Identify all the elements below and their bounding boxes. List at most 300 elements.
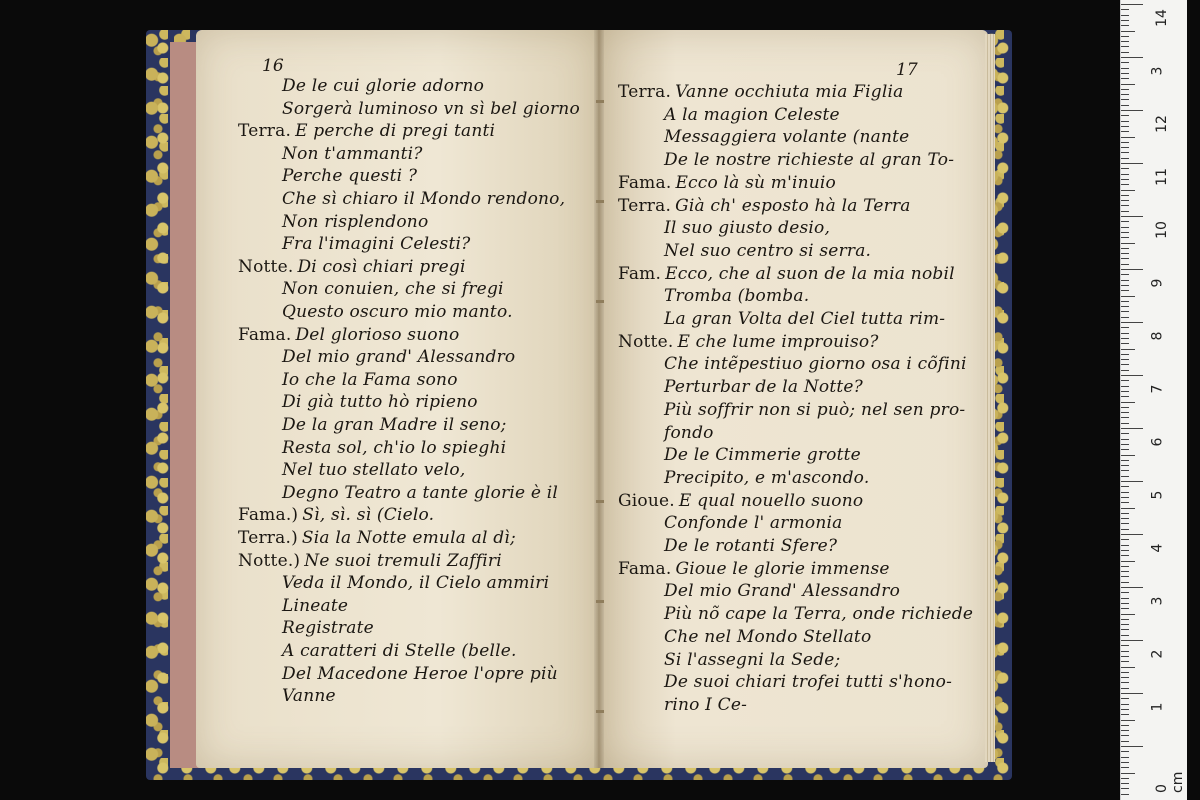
ruler-tick — [1121, 492, 1129, 493]
verse-text: Del mio Grand' Alessandro — [664, 581, 901, 602]
ruler-number: 12 — [1153, 115, 1170, 133]
text-line — [664, 445, 861, 465]
verse-text: De le cui glorie adorno — [282, 76, 485, 96]
text-line — [282, 596, 348, 616]
text-line — [664, 536, 837, 556]
ruler-tick — [1121, 200, 1129, 201]
ruler-tick — [1121, 624, 1129, 625]
verse-text: Lineate — [282, 595, 349, 616]
text-line — [664, 695, 747, 715]
ruler-tick — [1121, 704, 1129, 705]
ruler-number: 14 — [1153, 9, 1170, 27]
ruler-tick — [1121, 115, 1129, 116]
ruler-tick — [1121, 693, 1143, 694]
right-page — [598, 30, 988, 768]
ruler-tick — [1121, 89, 1129, 90]
verse-text: fondo — [664, 422, 714, 443]
ruler-tick — [1121, 338, 1129, 339]
ruler-tick — [1121, 682, 1129, 683]
verse-text: La gran Volta del Ciel tutta rim- — [664, 309, 946, 329]
verse-text: E qual nouello suono — [678, 490, 864, 511]
ruler-tick — [1121, 667, 1135, 668]
ruler-tick — [1121, 603, 1129, 604]
verse-text: Non t'ammanti? — [282, 143, 423, 164]
text-line — [618, 196, 911, 216]
ruler-tick — [1121, 417, 1129, 418]
text-line — [282, 76, 484, 96]
text-line — [238, 257, 466, 277]
ruler-tick — [1121, 370, 1129, 371]
ruler-tick — [1121, 571, 1129, 572]
ruler-tick — [1121, 518, 1129, 519]
ruler-tick — [1121, 614, 1135, 615]
ruler-tick — [1121, 735, 1129, 736]
verse-text: Ecco là sù m'inuio — [675, 172, 836, 193]
ruler-tick — [1121, 640, 1143, 641]
ruler-tick — [1121, 778, 1129, 779]
ruler-tick — [1121, 555, 1129, 556]
ruler-tick — [1121, 137, 1135, 138]
ruler-tick — [1121, 147, 1129, 148]
ruler-tick — [1121, 31, 1135, 32]
text-line — [238, 325, 459, 345]
verse-text: Fra l'imagini Celesti? — [282, 234, 471, 255]
text-line — [282, 460, 465, 480]
text-line — [238, 528, 516, 548]
text-line — [664, 627, 871, 647]
ruler-tick — [1121, 746, 1143, 747]
ruler-tick — [1121, 274, 1129, 275]
verse-text: De la gran Madre il seno; — [282, 415, 507, 435]
verse-text: Ne suoi tremuli Zaffiri — [304, 550, 502, 571]
text-line — [618, 82, 904, 102]
ruler-tick — [1121, 349, 1135, 350]
verse-text: Di così chiari pregi — [297, 256, 466, 277]
ruler-tick — [1121, 121, 1129, 122]
verse-text: Sorgerà luminoso vn sì bel giorno — [282, 98, 580, 119]
measurement-ruler — [1120, 0, 1187, 800]
text-line — [282, 370, 458, 390]
ruler-tick — [1121, 455, 1135, 456]
ruler-tick — [1121, 158, 1129, 159]
binding-stitch — [596, 500, 604, 503]
ruler-tick — [1121, 407, 1129, 408]
ruler-tick — [1121, 269, 1143, 270]
ruler-tick — [1121, 131, 1129, 132]
text-line — [664, 650, 840, 670]
ruler-tick — [1121, 561, 1135, 562]
ruler-tick — [1121, 470, 1129, 471]
text-line — [664, 105, 840, 125]
ruler-tick — [1121, 285, 1129, 286]
ruler-tick — [1121, 211, 1129, 212]
verse-text: E perche di pregi tanti — [295, 121, 496, 142]
verse-text: Del mio grand' Alessandro — [282, 347, 516, 368]
ruler-tick — [1121, 301, 1129, 302]
ruler-tick — [1121, 688, 1129, 689]
text-line — [618, 173, 836, 193]
binding-stitch — [596, 600, 604, 603]
ruler-tick — [1121, 99, 1129, 100]
text-line — [664, 423, 714, 443]
ruler-tick — [1121, 126, 1129, 127]
ruler-tick — [1121, 619, 1129, 620]
ruler-tick — [1121, 105, 1129, 106]
ruler-tick — [1121, 232, 1129, 233]
ruler-tick — [1121, 709, 1129, 710]
ruler-tick — [1121, 152, 1129, 153]
ruler-number: 10 — [1153, 221, 1170, 239]
ruler-number: 3 — [1149, 66, 1166, 76]
ruler-number: 2 — [1149, 649, 1166, 659]
verse-text: Perturbar de la Notte? — [664, 377, 863, 398]
ruler-tick — [1121, 794, 1129, 795]
text-line — [664, 400, 965, 420]
ruler-tick — [1121, 635, 1129, 636]
ruler-tick — [1121, 698, 1129, 699]
ruler-tick — [1121, 354, 1129, 355]
ruler-tick — [1121, 433, 1129, 434]
text-line — [664, 377, 863, 397]
verse-text: Di già tutto hò ripieno — [282, 392, 478, 413]
ruler-tick — [1121, 534, 1143, 535]
ruler-tick — [1121, 582, 1129, 583]
ruler-tick — [1121, 306, 1129, 307]
text-line — [282, 166, 417, 186]
text-line — [282, 664, 558, 684]
ruler-tick — [1121, 412, 1129, 413]
ruler-tick — [1121, 677, 1129, 678]
ruler-tick — [1121, 179, 1129, 180]
ruler-tick — [1121, 290, 1129, 291]
ruler-tick — [1121, 142, 1129, 143]
ruler-tick — [1121, 168, 1129, 169]
ruler-tick — [1121, 184, 1129, 185]
ruler-tick — [1121, 57, 1143, 58]
ruler-tick — [1121, 243, 1135, 244]
ruler-tick — [1121, 322, 1143, 323]
ruler-tick — [1121, 741, 1129, 742]
ruler-unit-label: 0 cm — [1154, 771, 1186, 793]
ruler-tick — [1121, 110, 1143, 111]
verse-text: Che intẽpestiuo giorno osa i cõfini — [664, 354, 967, 375]
ruler-tick — [1121, 190, 1135, 191]
speaker-label: Notte. — [238, 256, 294, 277]
verse-text: Messaggiera volante (nante — [664, 127, 910, 148]
ruler-tick — [1121, 720, 1135, 721]
speaker-label: Fam. — [618, 263, 662, 284]
ruler-tick — [1121, 25, 1129, 26]
ruler-tick — [1121, 333, 1129, 334]
text-line — [282, 212, 428, 232]
verse-text: Del Macedone Heroe l'opre più — [282, 663, 558, 684]
text-line — [664, 150, 954, 170]
verse-text: A la magion Celeste — [664, 104, 840, 125]
ruler-tick — [1121, 767, 1129, 768]
ruler-tick — [1121, 608, 1129, 609]
ruler-tick — [1121, 751, 1129, 752]
ruler-number: 4 — [1149, 543, 1166, 553]
text-line — [618, 332, 879, 352]
verse-text: Gioue le glorie immense — [675, 558, 890, 579]
verse-text: Tromba (bomba. — [664, 286, 810, 307]
text-line — [664, 604, 973, 624]
speaker-label: Fama.) — [238, 505, 299, 526]
book-gutter — [594, 30, 604, 768]
ruler-tick — [1121, 9, 1129, 10]
ruler-tick — [1121, 476, 1129, 477]
speaker-label: Fama. — [618, 558, 672, 579]
ruler-tick — [1121, 423, 1129, 424]
speaker-label: Terra. — [238, 121, 292, 142]
ruler-tick — [1121, 364, 1129, 365]
text-line — [664, 581, 900, 601]
text-line — [618, 264, 955, 284]
right-page-number: 17 — [896, 60, 918, 80]
speaker-label: Terra. — [618, 82, 672, 102]
ruler-tick — [1121, 174, 1129, 175]
ruler-tick — [1121, 661, 1129, 662]
verse-text: Io che la Fama sono — [282, 369, 458, 390]
ruler-tick — [1121, 359, 1129, 360]
binding-stitch — [596, 200, 604, 203]
verse-text: De le nostre richieste al gran To- — [664, 150, 955, 171]
text-line — [282, 573, 549, 593]
ruler-tick — [1121, 576, 1129, 577]
text-line — [618, 491, 863, 511]
text-line — [282, 392, 478, 412]
verse-text: Vanne — [282, 686, 336, 707]
ruler-tick — [1121, 508, 1135, 509]
ruler-tick — [1121, 380, 1129, 381]
ruler-tick — [1121, 41, 1129, 42]
ruler-tick — [1121, 258, 1129, 259]
left-page-number: 16 — [262, 56, 284, 76]
text-line — [664, 218, 830, 238]
verse-text: De le Cimmerie grotte — [664, 445, 861, 466]
speaker-label: Terra.) — [238, 528, 298, 548]
ruler-tick — [1121, 529, 1129, 530]
verse-text: Che nel Mondo Stellato — [664, 626, 872, 647]
text-line — [664, 513, 842, 533]
ruler-tick — [1121, 163, 1143, 164]
verse-text: Questo oscuro mio manto. — [282, 302, 513, 322]
verse-text: Resta sol, ch'io lo spieghi — [282, 437, 507, 458]
ruler-tick — [1121, 227, 1129, 228]
ruler-tick — [1121, 20, 1129, 21]
verse-text: Precipito, e m'ascondo. — [664, 467, 870, 488]
ruler-tick — [1121, 216, 1143, 217]
ruler-tick — [1121, 651, 1129, 652]
text-line — [282, 279, 504, 299]
text-line — [664, 468, 869, 488]
ruler-tick — [1121, 15, 1129, 16]
ruler-tick — [1121, 73, 1129, 74]
ruler-tick — [1121, 656, 1129, 657]
ruler-number: 6 — [1149, 437, 1166, 447]
verse-text: Veda il Mondo, il Cielo ammiri — [282, 573, 550, 594]
ruler-tick — [1121, 327, 1129, 328]
ruler-tick — [1121, 598, 1129, 599]
verse-text: Registrate — [282, 618, 374, 639]
ruler-tick — [1121, 550, 1129, 551]
text-line — [664, 672, 952, 692]
ruler-number: 3 — [1149, 596, 1166, 606]
ruler-tick — [1121, 460, 1129, 461]
ruler-tick — [1121, 264, 1129, 265]
left-page — [196, 30, 600, 768]
ruler-tick — [1121, 36, 1129, 37]
verse-text: Il suo giusto desio, — [664, 218, 831, 239]
ruler-tick — [1121, 46, 1129, 47]
text-line — [282, 686, 336, 706]
speaker-label: Gioue. — [618, 490, 675, 511]
ruler-tick — [1121, 449, 1129, 450]
ruler-tick — [1121, 725, 1129, 726]
ruler-tick — [1121, 592, 1129, 593]
ruler-tick — [1121, 205, 1129, 206]
verse-text: De suoi chiari trofei tutti s'hono- — [664, 672, 953, 693]
text-line — [664, 309, 945, 329]
ruler-tick — [1121, 587, 1143, 588]
text-line — [238, 121, 495, 141]
text-line — [282, 438, 506, 458]
verse-text: De le rotanti Sfere? — [664, 536, 838, 556]
ruler-tick — [1121, 386, 1129, 387]
verse-text: Non risplendono — [282, 211, 429, 232]
ruler-tick — [1121, 672, 1129, 673]
ruler-tick — [1121, 523, 1129, 524]
verse-text: Già ch' esposto hà la Terra — [675, 195, 911, 216]
ruler-tick — [1121, 402, 1135, 403]
ruler-tick — [1121, 396, 1129, 397]
text-line — [282, 99, 580, 119]
verse-text: Non conuien, che si fregi — [282, 279, 504, 300]
text-line — [238, 551, 502, 571]
page-block-edge — [985, 34, 995, 762]
verse-text: Perche questi ? — [282, 166, 418, 187]
text-line — [282, 234, 470, 254]
ruler-number: 7 — [1149, 384, 1166, 394]
text-line — [664, 127, 909, 147]
ruler-tick — [1121, 94, 1129, 95]
ruler-tick — [1121, 280, 1129, 281]
binding-stitch — [596, 710, 604, 713]
ruler-tick — [1121, 465, 1129, 466]
ruler-tick — [1121, 502, 1129, 503]
ruler-tick — [1121, 62, 1129, 63]
text-line — [282, 641, 517, 661]
verse-text: Che sì chiaro il Mondo rendono, — [282, 189, 566, 209]
text-line — [664, 241, 871, 261]
verse-text: Sia la Notte emula al dì; — [301, 528, 516, 548]
ruler-tick — [1121, 481, 1143, 482]
ruler-tick — [1121, 545, 1129, 546]
ruler-tick — [1121, 497, 1129, 498]
ruler-tick — [1121, 343, 1129, 344]
text-line — [282, 618, 374, 638]
ruler-number: 8 — [1149, 331, 1166, 341]
text-line — [282, 144, 423, 164]
ruler-tick — [1121, 788, 1129, 789]
verse-text: Nel tuo stellato velo, — [282, 460, 466, 481]
ruler-tick — [1121, 714, 1129, 715]
binding-stitch — [596, 100, 604, 103]
text-line — [238, 505, 434, 525]
verse-text: Sì, sì. sì (Cielo. — [302, 505, 435, 526]
text-line — [664, 286, 809, 306]
speaker-label: Terra. — [618, 195, 672, 216]
ruler-tick — [1121, 645, 1129, 646]
ruler-tick — [1121, 566, 1129, 567]
text-line — [282, 415, 507, 435]
ruler-tick — [1121, 539, 1129, 540]
speaker-label: Fama. — [618, 172, 672, 193]
verse-text: Del glorioso suono — [295, 324, 460, 345]
text-line — [282, 189, 565, 209]
text-line — [282, 483, 558, 503]
speaker-label: Notte.) — [238, 550, 301, 571]
ruler-number: 11 — [1153, 168, 1170, 186]
ruler-number: 9 — [1149, 278, 1166, 288]
text-line — [618, 559, 890, 579]
ruler-tick — [1121, 783, 1129, 784]
verse-text: rino I Ce- — [664, 694, 748, 715]
verse-text: Ecco, che al suon de la mia nobil — [665, 263, 955, 284]
ruler-tick — [1121, 311, 1129, 312]
ruler-tick — [1121, 444, 1129, 445]
ruler-tick — [1121, 296, 1135, 297]
ruler-tick — [1121, 439, 1129, 440]
binding-stitch — [596, 300, 604, 303]
verse-text: Più nõ cape la Terra, onde richiede — [664, 604, 974, 625]
text-line — [664, 354, 967, 374]
verse-text: Confonde l' armonia — [664, 513, 843, 534]
ruler-tick — [1121, 375, 1143, 376]
ruler-tick — [1121, 84, 1135, 85]
verse-text: E che lume improuiso? — [677, 331, 879, 352]
ruler-tick — [1121, 773, 1135, 774]
ruler-tick — [1121, 629, 1129, 630]
ruler-tick — [1121, 762, 1129, 763]
verse-text: Più soffrir non si può; nel sen pro- — [664, 399, 966, 420]
ruler-tick — [1121, 317, 1129, 318]
text-line — [282, 347, 515, 367]
ruler-number: 5 — [1149, 490, 1166, 500]
ruler-tick — [1121, 221, 1129, 222]
verse-text: A caratteri di Stelle (belle. — [282, 641, 517, 661]
text-line — [282, 302, 513, 322]
verse-text: Nel suo centro si serra. — [664, 240, 872, 261]
speaker-label: Notte. — [618, 331, 674, 352]
ruler-tick — [1121, 428, 1143, 429]
ruler-tick — [1121, 237, 1129, 238]
ruler-tick — [1121, 486, 1129, 487]
ruler-tick — [1121, 4, 1143, 5]
ruler-tick — [1121, 757, 1129, 758]
ruler-tick — [1121, 248, 1129, 249]
ruler-number: 1 — [1149, 702, 1166, 712]
verse-text: Si l'assegni la Sede; — [664, 649, 841, 670]
ruler-tick — [1121, 391, 1129, 392]
verse-text: Vanne occhiuta mia Figlia — [675, 82, 904, 102]
speaker-label: Fama. — [238, 324, 292, 345]
ruler-tick — [1121, 730, 1129, 731]
ruler-tick — [1121, 68, 1129, 69]
ruler-tick — [1121, 253, 1129, 254]
ruler-tick — [1121, 513, 1129, 514]
verse-text: Degno Teatro a tante glorie è il — [282, 482, 559, 503]
